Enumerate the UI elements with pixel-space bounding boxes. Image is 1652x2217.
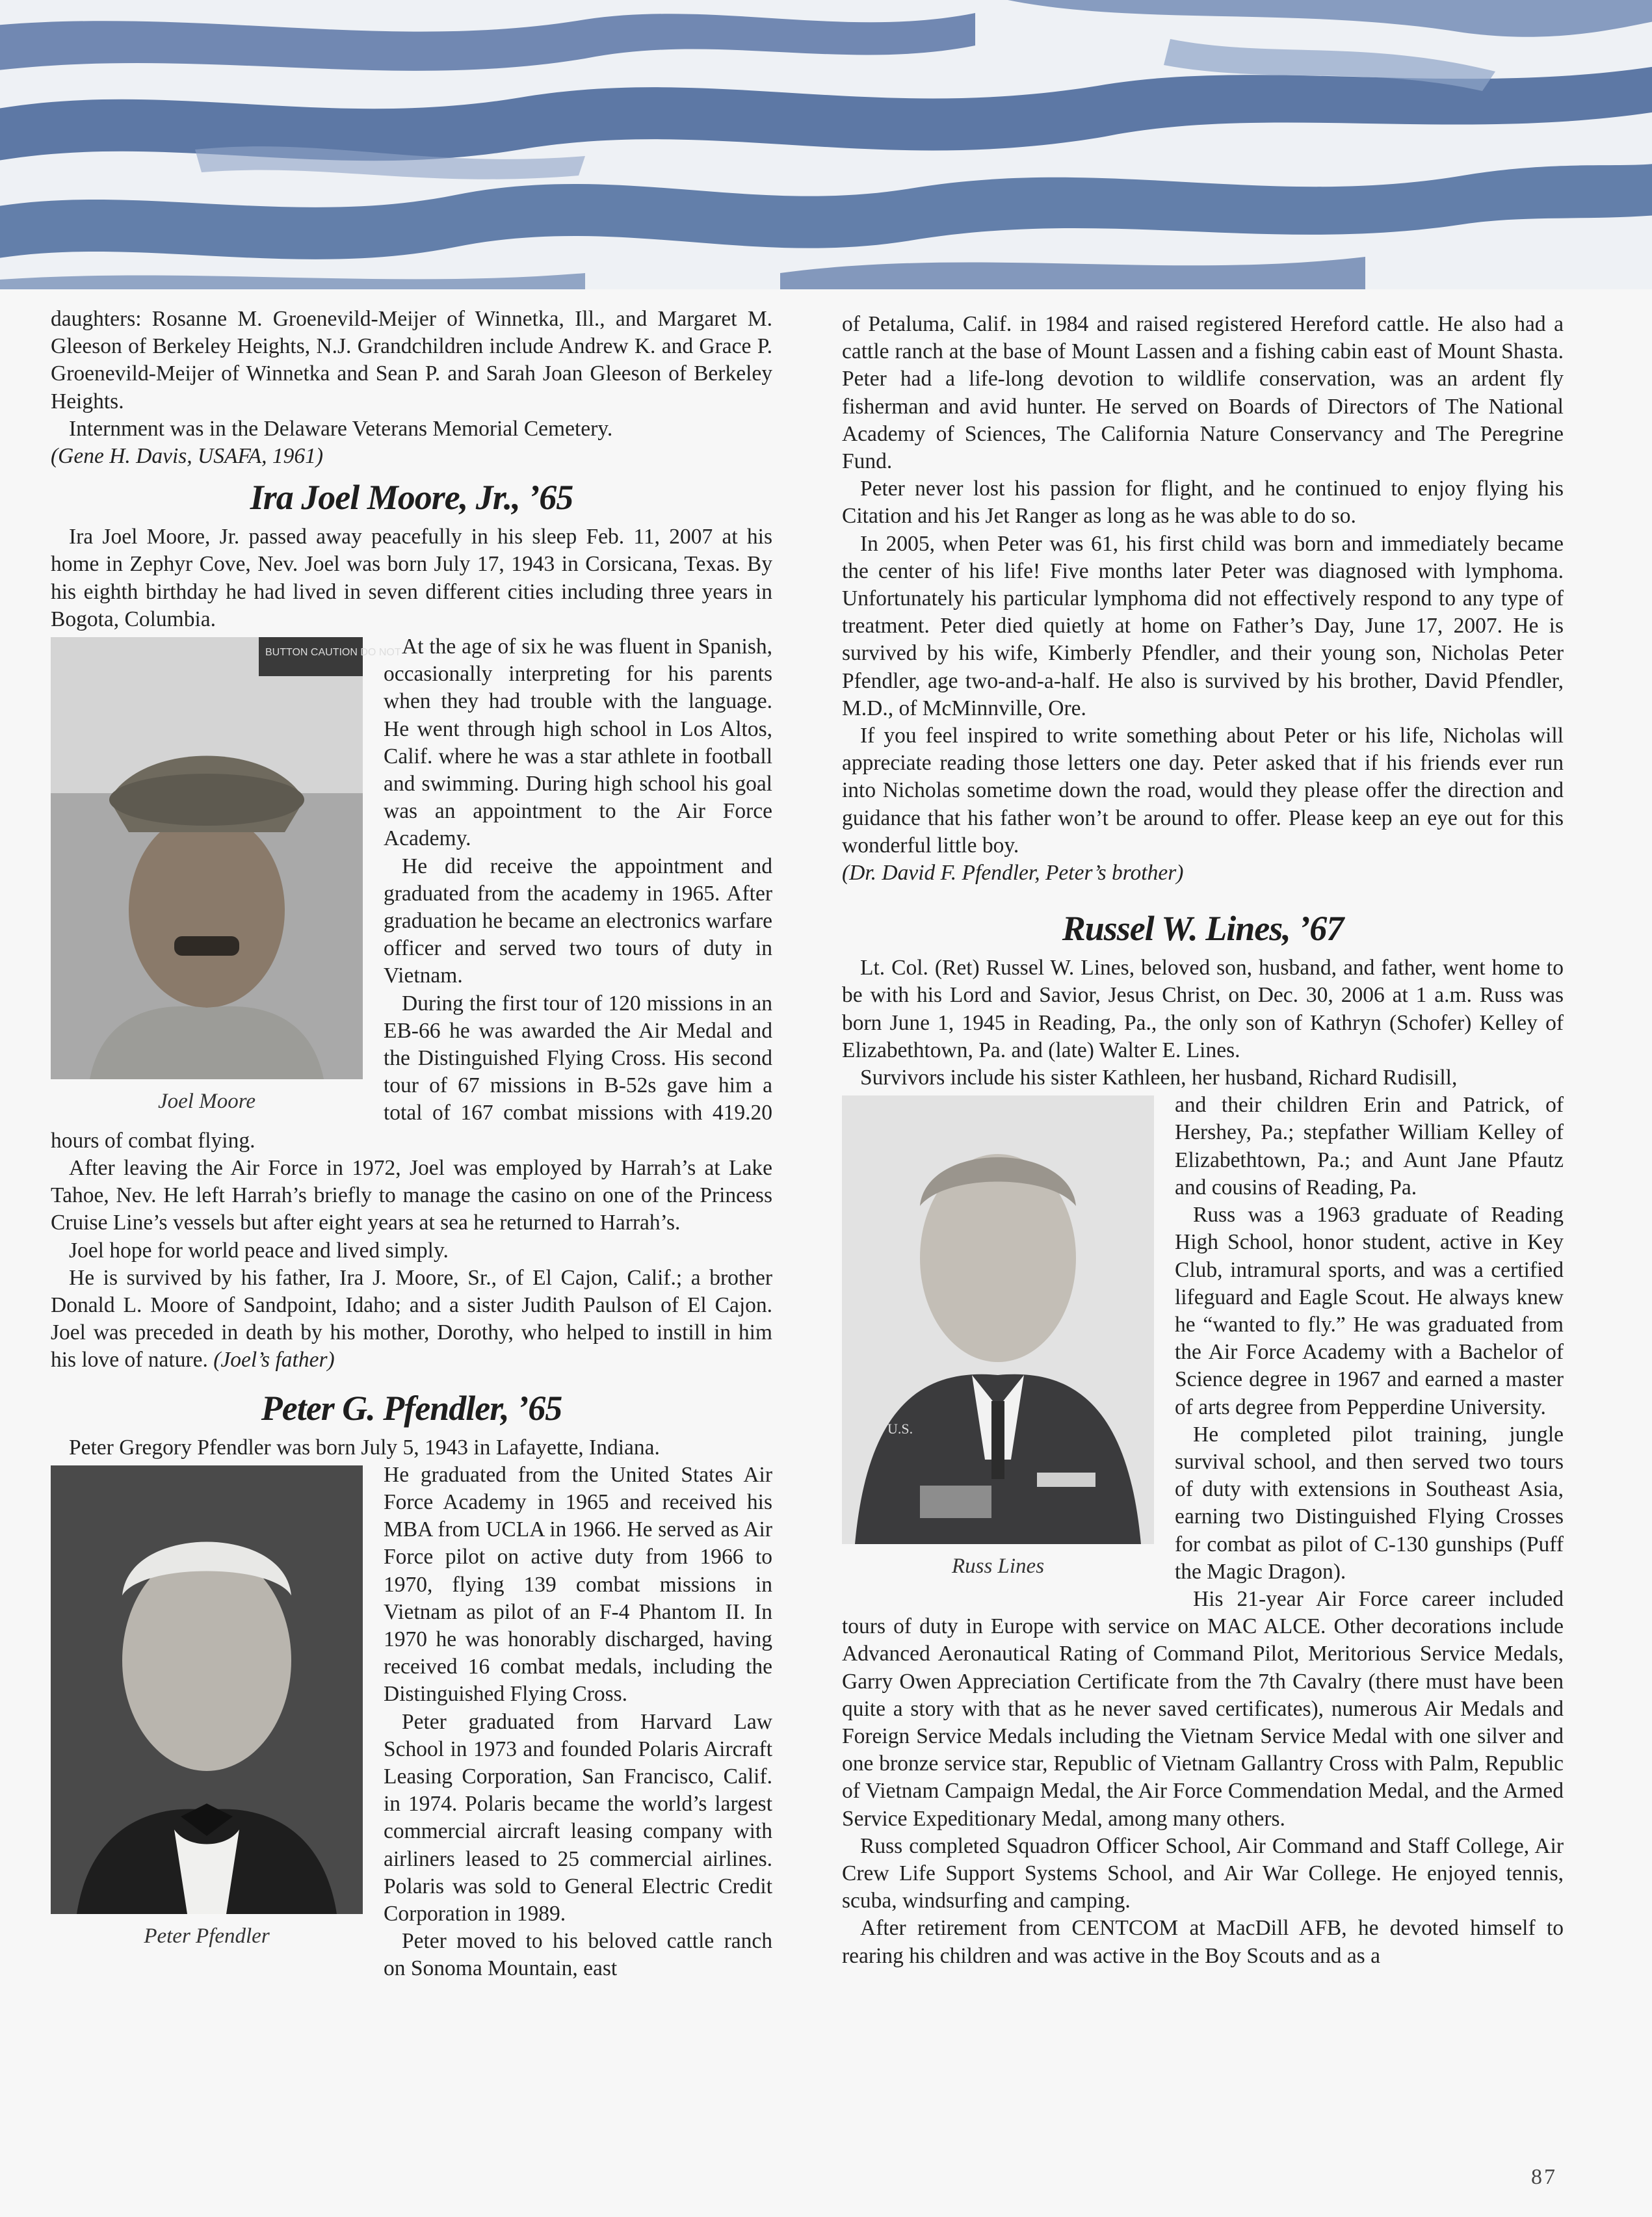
pfendler-lead-paragraph: Peter Gregory Pfendler was born July 5, 1943 in Lafayette, Indiana. [69, 1435, 660, 1460]
patch-text: BUTTON CAUTION DO NOT [265, 647, 401, 659]
pfendler-paragraph: Peter moved to his beloved cattle ranch on Sonoma Mountain, east [384, 1929, 772, 1981]
pfendler-portrait-image [51, 1465, 363, 1914]
decorative-banner [0, 0, 1652, 289]
obituary-heading-moore: Ira Joel Moore, Jr., ’65 [250, 478, 573, 518]
pfendler-photo [51, 1465, 363, 1949]
intro-signature: (Gene H. Davis, USAFA, 1961) [51, 444, 323, 469]
moore-paragraph: He is survived by his father, Ira J. Moore, Sr., of El Cajon, Calif.; a brother Donald L. Moore of Sandpoint, Idaho; and a sister Judith Paulson of El Cajon. Joel was preceded in death by his mother, Dorothy, who helped to instill in him his love of nature. (Joel’s father) [51, 1265, 772, 1372]
pfendler-paragraph: He graduated from the United States Air Force Academy in 1965 and received his MBA from UCLA in 1966. He served as Air Force pilot on active duty from 1966 to 1970, flying 139 combat missions in Vietnam as pilot of an F-4 Phantom II. In 1970 he was honorably discharged, having received 16 combat medals, including the Distinguished Flying Cross. [384, 1462, 772, 1707]
pfendler-paragraph: Peter graduated from Harvard Law School in 1973 and founded Polaris Aircraft Leasing Corporation, San Francisco, Calif. in 1974. Polaris became the world’s largest commercial aircraft leasing company with airliners leased to 25 commercial airlines. Polaris was sold to General Electric Credit Corporation in 1989. [384, 1709, 772, 1926]
pfendler-continued-paragraph: Peter never lost his passion for flight, and he continued to enjoy flying his Citation and his Jet Ranger as long as he was able to do so. [842, 477, 1564, 529]
lines-paragraph: Russ completed Squadron Officer School, Air Command and Staff College, Air Crew Life Support Systems School, and Air War College. He enjoyed tennis, scuba, windsurfing and camping. [842, 1833, 1564, 1913]
lines-lead-paragraph: Survivors include his sister Kathleen, her husband, Richard Rudisill, [860, 1066, 1458, 1090]
pfendler-photo-caption: Peter Pfendler [144, 1924, 270, 1948]
page-number: 87 [1531, 2165, 1557, 2189]
moore-photo [51, 637, 401, 1114]
moore-portrait-image [51, 637, 401, 1079]
collar-text: U.S. [887, 1421, 913, 1437]
pfendler-signature: (Dr. David F. Pfendler, Peter’s brother) [842, 861, 1184, 885]
right-column [842, 311, 1564, 1970]
obituary-heading-lines: Russel W. Lines, ’67 [1062, 909, 1344, 949]
moore-paragraph: At the age of six he was fluent in Spanish, occasionally interpreting for his parents when they had trouble with the language. He went through high school in Los Altos, Calif. where he was a star athlete in football and swimming. During high school his goal was an appointment to the Air Force Academy. [384, 635, 772, 851]
lines-portrait-image [842, 1095, 1154, 1544]
left-column [51, 306, 772, 1983]
obituary-heading-pfendler: Peter G. Pfendler, ’65 [261, 1388, 562, 1428]
lines-paragraph: Russ was a 1963 graduate of Reading High School, honor student, active in Key Club, intramural sports, and was a certified lifeguard and Eagle Scout. He always knew he “wanted to fly.” He was graduated from the Air Force Academy with a Bachelor of Science degree in 1967 and earned a master of arts degree from Pepperdine University. [1175, 1203, 1564, 1419]
moore-paragraph: During the first tour of 120 missions in an EB-66 he was awarded the Air Medal and the Distinguished Flying Cross. His second tour of 67 missions in B-52s gave him a total of 167 combat missions with 419.20 hours of combat flying. [51, 991, 772, 1153]
moore-paragraph: Joel hope for world peace and lived simply. [69, 1238, 449, 1263]
intro-paragraph: daughters: Rosanne M. Groenevild-Meijer of Winnetka, Ill., and Margaret M. Gleeson of Berkeley Heights, N.J. Grandchildren include Andrew K. and Grace P. Groenevild-Meijer of Winnetka and Sean P. and Sarah Joan Gleeson of Berkeley Heights. [51, 307, 772, 413]
moore-paragraph: He did receive the appointment and graduated from the academy in 1965. After graduation he became an electronics warfare officer and served two tours of duty in Vietnam. [384, 854, 773, 988]
moore-lead-paragraph: Ira Joel Moore, Jr. passed away peacefully in his sleep Feb. 11, 2007 at his home in Zephyr Cove, Nev. Joel was born July 17, 1943 in Corsicana, Texas. By his eighth birthday he had lived in seven different cities including three years in Bogota, Columbia. [51, 525, 772, 631]
moore-paragraph: After leaving the Air Force in 1972, Joel was employed by Harrah’s at Lake Tahoe, Nev. He left Harrah’s briefly to manage the casino on one of the Princess Cruise Line’s vessels but after eight years at sea he returned to Harrah’s. [51, 1155, 772, 1235]
intro-paragraph: Internment was in the Delaware Veterans Memorial Cemetery. [69, 416, 613, 441]
lines-paragraph: He completed pilot training, jungle survival school, and then served two tours of duty with extensions in Southeast Asia, earning two Distinguished Flying Crosses for combat as pilot of C-130 gunships (Puff the Magic Dragon). [1175, 1422, 1564, 1584]
lines-paragraph: and their children Erin and Patrick, of Hershey, Pa.; stepfather William Kelley of Elizabethtown, Pa.; and Aunt Jane Pfautz and cousins of Reading, Pa. [1175, 1093, 1564, 1200]
pfendler-continued-paragraph: If you feel inspired to write something about Peter or his life, Nicholas will appreciate reading those letters one day. Peter asked that if his friends ever run into Nicholas sometime down the road, would they please offer the direction and guidance that his father won’t be around to offer. Please keep an eye out for this wonderful little boy. [842, 724, 1564, 858]
lines-photo [842, 1095, 1154, 1579]
moore-photo-caption: Joel Moore [158, 1090, 256, 1114]
pfendler-continued-paragraph: In 2005, when Peter was 61, his first child was born and immediately became the center of his life! Five months later Peter was diagnosed with lymphoma. Unfortunately his particular lymphoma did not effectively respond to any type of treatment. Peter died quietly at home on Father’s Day, June 17, 2007. He is survived by his wife, Kimberly Pfendler, and their young son, Nicholas Peter Pfendler, age two-and-a-half. He also is survived by his brother, David Pfendler, M.D., of McMinnville, Ore. [842, 531, 1564, 720]
lines-lead-paragraph: Lt. Col. (Ret) Russel W. Lines, beloved son, husband, and father, went home to be with his Lord and Savior, Jesus Christ, on Dec. 30, 2006 at 1 a.m. Russ was born June 1, 1945 in Reading, Pa., the only son of Kathryn (Schofer) Kelley of Elizabethtown, Pa. and (late) Walter E. Lines. [842, 956, 1564, 1062]
lines-paragraph: His 21-year Air Force career included tours of duty in Europe with service on MAC ALCE. Other decorations include Advanced Aeronautical Rating of Command Pilot, Meritorious Service Medals, Garry Owen Appreciation Certificate from the 7th Cavalry (there must have been quite a story with that as he never saved certificates), numerous Air Medals and Foreign Service Medals including the Vietnam Service Medal with one silver and one bronze service star, Republic of Vietnam Gallantry Cross with Palm, Republic of Vietnam Campaign Medal, the Air Force Commendation Medal, and the Armed Service Expeditionary Medal, among many others. [842, 1586, 1564, 1831]
lines-photo-caption: Russ Lines [951, 1555, 1045, 1579]
pfendler-continued-paragraph: of Petaluma, Calif. in 1984 and raised registered Hereford cattle. He also had a cattle ranch at the base of Mount Lassen and a fishing cabin east of Mount Shasta. Peter had a life-long devotion to wildlife conservation, was an ardent fly fisherman and avid hunter. He served on Boards of Directors of The National Academy of Sciences, The California Nature Conservancy and The Peregrine Fund. [842, 312, 1564, 474]
lines-paragraph: After retirement from CENTCOM at MacDill AFB, he devoted himself to rearing his children and was active in the Boy Scouts and as a [842, 1916, 1564, 1968]
brushstroke-pattern-icon [0, 0, 1652, 289]
moore-signature: (Joel’s father) [213, 1348, 335, 1372]
